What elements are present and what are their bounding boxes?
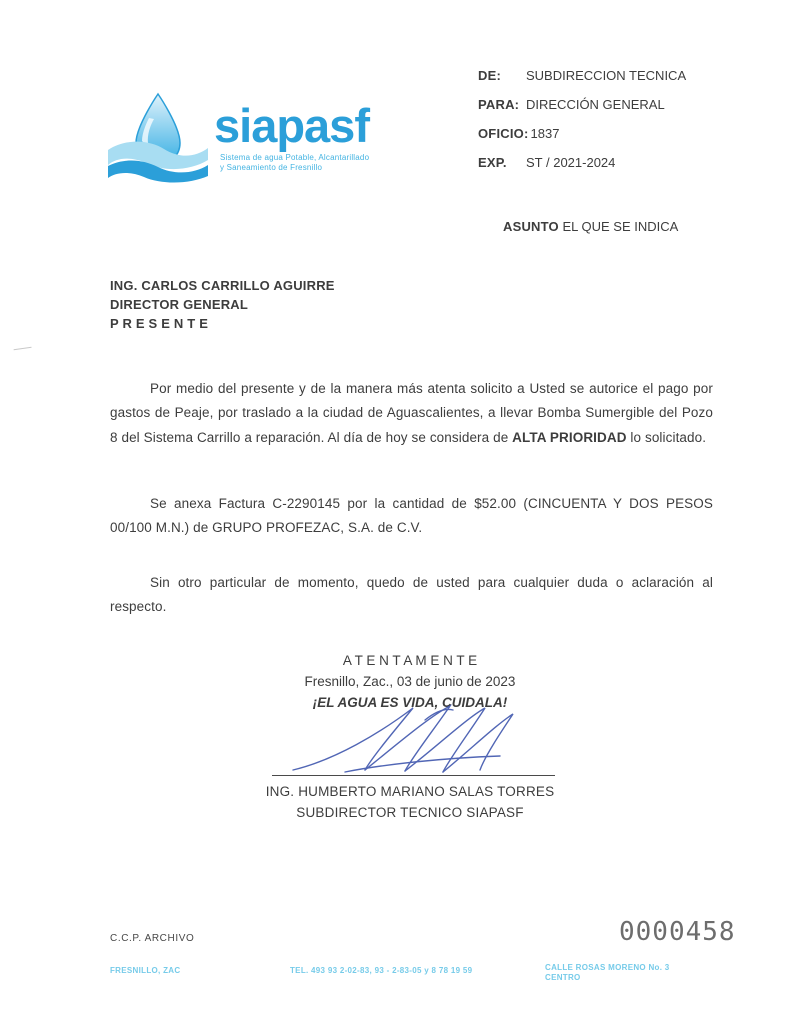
signer-name: ING. HUMBERTO MARIANO SALAS TORRES — [265, 784, 555, 799]
handwritten-signature — [285, 698, 550, 778]
body-paragraph-3: Sin otro particular de momento, quedo de usted para cualquier duda o aclaración al respecto. — [110, 574, 713, 614]
signer-title: SUBDIRECTOR TECNICO SIAPASF — [296, 805, 524, 820]
addressee-name: ING. CARLOS CARRILLO AGUIRRE — [110, 278, 335, 293]
logo-tagline-line2: y Saneamiento de Fresnillo — [220, 163, 323, 172]
footer-phone: TEL. 493 93 2-02-83, 93 - 2-83-05 y 8 78 19 59 — [290, 966, 473, 975]
dateline: Fresnillo, Zac., 03 de junio de 2023 — [304, 674, 516, 689]
addressee-block — [110, 276, 335, 333]
signature-rule — [272, 775, 555, 776]
meta-row-de — [478, 68, 728, 83]
logo-wordmark: siapasf — [214, 99, 369, 152]
logo-text-block — [214, 88, 369, 173]
water-drop-icon — [106, 88, 210, 190]
meta-label-de: DE: — [478, 68, 501, 83]
meta-value-para: DIRECCIÓN GENERAL — [526, 97, 665, 112]
p1-text-after: lo solicitado. — [626, 429, 707, 445]
meta-value-de: SUBDIRECCION TECNICA — [526, 68, 687, 83]
footer-place: FRESNILLO, ZAC — [110, 966, 181, 975]
meta-label-oficio: OFICIO: — [478, 126, 529, 141]
body-paragraph-2: Se anexa Factura C-2290145 por la cantidad de $52.00 (CINCUENTA Y DOS PESOS 00/100 M.N.) de GRUPO PROFEZAC, S.A. de C.V. — [110, 495, 713, 535]
addressee-title: DIRECTOR GENERAL — [110, 297, 249, 312]
asunto-line — [503, 219, 678, 234]
footer-address — [545, 963, 670, 983]
meta-row-oficio — [478, 126, 728, 141]
meta-label-para: PARA: — [478, 97, 520, 112]
footer-address-line2: CENTRO — [545, 973, 581, 982]
meta-row-exp — [478, 155, 728, 170]
header-meta-block — [478, 68, 728, 184]
meta-row-para — [478, 97, 728, 112]
scan-artifact — [14, 347, 33, 356]
slogan-line: ¡EL AGUA ES VIDA, CUIDALA! — [312, 695, 508, 710]
logo-tagline — [214, 153, 369, 173]
logo-tagline-line1: Sistema de agua Potable, Alcantarillado — [220, 153, 370, 162]
ccp-line: C.C.P. ARCHIVO — [110, 933, 195, 944]
meta-value-exp: ST / 2021-2024 — [526, 155, 616, 170]
asunto-label: ASUNTO — [503, 219, 559, 234]
p1-bold-phrase: ALTA PRIORIDAD — [512, 429, 627, 445]
meta-label-exp: EXP. — [478, 155, 507, 170]
asunto-value: EL QUE SE INDICA — [562, 219, 679, 234]
p1-text-before: Por medio del presente y de la manera más atenta solicito a Usted se autorice el pago por gastos de Peaje, por traslado a la ciudad de Aguascalientes, a llevar Bomba Sumergible del Pozo 8 del Sistema Carrillo a reparación. Al día de hoy se considera de — [110, 380, 713, 445]
folio-stamp: 0000458 — [619, 917, 736, 947]
meta-value-oficio: 1837 — [530, 126, 560, 141]
siapasf-logo — [106, 88, 369, 190]
atentamente-line: A T E N T A M E N T E — [342, 653, 478, 668]
footer-address-line1: CALLE ROSAS MORENO No. 3 — [545, 963, 670, 972]
body-paragraph-1 — [110, 377, 713, 451]
signer-block — [195, 781, 625, 823]
addressee-presente: P R E S E N T E — [110, 316, 209, 331]
